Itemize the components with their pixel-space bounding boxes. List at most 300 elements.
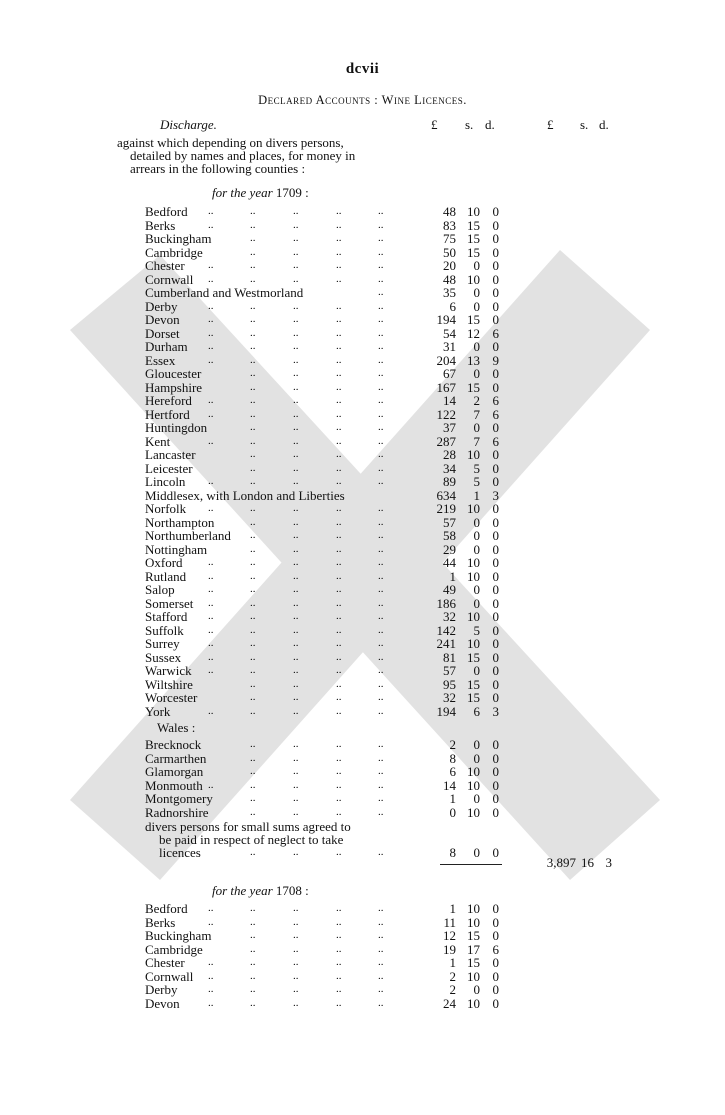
amount-pence: 0 — [492, 791, 499, 806]
amount-pence: 0 — [492, 595, 499, 611]
leader-dots: .. .. .. .. .. — [208, 969, 384, 982]
table-row — [0, 970, 725, 984]
leader-dots: .. .. .. .. .. — [208, 983, 384, 995]
county-name: Montgomery — [145, 791, 213, 806]
amount-pounds: 204 — [436, 352, 456, 368]
county-name: Radnorshire — [145, 804, 209, 820]
table-row — [0, 543, 725, 557]
table-row — [0, 381, 725, 395]
amount-pounds: 1 — [449, 568, 456, 584]
amount-pounds: 1 — [449, 791, 456, 806]
amount-shillings: 0 — [473, 528, 480, 543]
county-name: Bedford — [145, 901, 188, 916]
table-row — [0, 313, 725, 327]
leader-dots: .. .. .. .. .. — [208, 623, 384, 636]
total-pence: 3 — [605, 855, 612, 870]
county-name: Buckingham — [145, 928, 212, 943]
amount-pence: 0 — [492, 676, 499, 692]
amount-pounds: 2 — [449, 982, 456, 997]
amount-pounds: 287 — [436, 433, 456, 449]
leader-dots: .. .. .. .. .. — [208, 407, 384, 420]
amount-shillings: 0 — [473, 582, 480, 597]
divers-line: be paid in respect of neglect to take — [159, 832, 344, 847]
amount-pence: 3 — [492, 487, 499, 503]
amount-pence: 0 — [492, 271, 499, 287]
table-row — [0, 300, 725, 314]
amount-pence: 0 — [492, 690, 499, 705]
leader-dots: .. .. .. .. .. — [208, 704, 384, 717]
amount-pounds: 31 — [443, 339, 456, 354]
leader-dots: .. .. .. .. .. — [208, 583, 384, 595]
amount-shillings: 15 — [467, 244, 480, 260]
amount-shillings: 0 — [473, 982, 480, 997]
amount-pounds: 167 — [436, 379, 456, 395]
leader-dots: .. .. .. .. — [250, 738, 384, 750]
county-name: Warwick — [145, 663, 192, 678]
county-name: Sussex — [145, 649, 182, 665]
table-row — [0, 705, 725, 719]
leader-dots: .. .. .. .. — [250, 529, 384, 541]
wales-label: Wales : — [157, 720, 196, 735]
amount-pence: 0 — [492, 928, 499, 943]
amount-pence: 0 — [492, 968, 499, 984]
table-row — [0, 664, 725, 678]
amount-pence: 0 — [492, 582, 499, 597]
amount-pounds: 142 — [436, 622, 456, 638]
intro-line: arrears in the following counties : — [130, 161, 306, 176]
amount-pence: 0 — [492, 982, 499, 997]
table-row — [0, 610, 725, 624]
county-name: Cambridge — [145, 244, 203, 260]
amount-shillings: 15 — [467, 649, 480, 665]
section-heading-1709 — [212, 186, 309, 200]
county-name: Carmarthen — [145, 750, 207, 766]
table-row — [0, 916, 725, 930]
amount-shillings: 1 — [473, 487, 480, 503]
leader-dots: .. .. .. .. — [250, 765, 384, 777]
amount-pence: 0 — [492, 764, 499, 779]
total-pounds: 3,897 — [546, 855, 576, 870]
amount-pounds: 54 — [443, 325, 456, 341]
county-name: Norfolk — [145, 501, 187, 516]
table-row — [0, 624, 725, 638]
amount-pounds: 67 — [443, 366, 456, 381]
leader-dots: .. .. .. .. — [250, 942, 384, 955]
county-name: Berks — [145, 914, 176, 930]
amount-shillings: 0 — [473, 366, 480, 381]
amount-pounds: 32 — [443, 609, 456, 624]
amount-shillings: 0 — [473, 750, 480, 766]
amount-shillings: 12 — [467, 325, 480, 341]
amount-shillings: 10 — [467, 555, 480, 570]
amount-pounds: 19 — [443, 941, 456, 957]
leader-dots: .. .. .. .. .. — [208, 502, 384, 514]
county-name: Rutland — [145, 568, 187, 584]
county-name: Devon — [145, 995, 180, 1011]
amount-pounds: 57 — [443, 514, 456, 530]
amount-shillings: 0 — [473, 258, 480, 273]
amount-pence: 0 — [492, 258, 499, 273]
county-name: Hertford — [145, 406, 190, 422]
county-name: Monmouth — [145, 777, 203, 793]
table-row — [0, 435, 725, 449]
county-name: Northampton — [145, 514, 215, 530]
table-row — [0, 462, 725, 476]
amount-pence: 0 — [492, 474, 499, 489]
amount-pounds: 0 — [449, 804, 456, 820]
amount-pounds: 14 — [443, 777, 456, 793]
county-name: Hampshire — [145, 379, 203, 395]
amount-shillings: 0 — [473, 541, 480, 557]
amount-pounds: 219 — [436, 501, 456, 516]
table-row — [0, 489, 725, 503]
county-name: Salop — [145, 582, 175, 597]
table-row — [0, 421, 725, 435]
amount-shillings: 0 — [473, 298, 480, 314]
leader-dots: .. .. .. .. — [250, 448, 384, 460]
leader-dots: .. .. .. .. — [250, 542, 384, 555]
divers-entry — [0, 846, 725, 860]
amount-shillings: 0 — [473, 595, 480, 611]
county-name: York — [145, 703, 171, 719]
leader-dots: .. .. .. .. — [250, 515, 384, 528]
county-list-wales — [0, 738, 725, 819]
county-list-1708 — [0, 902, 725, 1010]
amount-pence: 0 — [492, 285, 499, 300]
amount-shillings: 10 — [467, 995, 480, 1011]
amount-pence: 0 — [492, 298, 499, 314]
table-row — [0, 956, 725, 970]
amount-pounds: 44 — [443, 555, 456, 570]
amount-pounds: 20 — [443, 258, 456, 273]
amount-shillings: 10 — [467, 609, 480, 624]
amount-pence: 0 — [492, 501, 499, 516]
amount-shillings: 15 — [467, 690, 480, 705]
table-row — [0, 752, 725, 766]
county-name: Derby — [145, 982, 178, 997]
total-shillings: 16 — [581, 855, 594, 870]
amount-pounds: 48 — [443, 271, 456, 287]
county-name: Worcester — [145, 690, 198, 705]
table-row — [0, 678, 725, 692]
table-row — [0, 205, 725, 219]
amount-pence: 0 — [492, 609, 499, 624]
table-row — [0, 806, 725, 820]
amount-pounds: 37 — [443, 420, 456, 435]
amount-pounds: 34 — [443, 460, 456, 476]
leader-dots: .. .. .. .. .. — [208, 313, 384, 325]
amount-shillings: 10 — [467, 804, 480, 820]
leader-dots: .. .. .. .. .. — [208, 218, 384, 231]
amount-shillings: 10 — [467, 914, 480, 930]
county-list-1709 — [0, 205, 725, 718]
table-row — [0, 448, 725, 462]
county-name: Gloucester — [145, 366, 202, 381]
table-row — [0, 691, 725, 705]
leader-dots: .. .. .. .. .. — [208, 394, 384, 406]
amount-shillings: 0 — [473, 737, 480, 752]
table-row — [0, 529, 725, 543]
amount-pence: 6 — [492, 325, 499, 341]
county-name: Leicester — [145, 460, 193, 476]
county-name: Nottingham — [145, 541, 208, 557]
amount-shillings: 0 — [473, 845, 480, 860]
county-name: Middlesex, with London and Liberties — [145, 487, 345, 503]
subtotal-rule — [440, 864, 502, 865]
amount-pounds: 49 — [443, 582, 456, 597]
table-row — [0, 779, 725, 793]
amount-shillings: 5 — [473, 460, 480, 476]
amount-pence: 0 — [492, 204, 499, 219]
amount-pence: 0 — [492, 845, 499, 860]
leader-dots: .. .. .. .. — [250, 461, 384, 474]
amount-pence: 0 — [492, 737, 499, 752]
amount-pence: 0 — [492, 420, 499, 435]
amount-pence: 0 — [492, 901, 499, 916]
amount-shillings: 2 — [473, 393, 480, 408]
amount-pence: 0 — [492, 555, 499, 570]
county-name: Bedford — [145, 204, 188, 219]
table-row — [0, 997, 725, 1011]
amount-pounds: 241 — [436, 636, 456, 651]
county-name: Essex — [145, 352, 176, 368]
leader-dots: .. .. .. .. .. — [208, 596, 384, 609]
table-row — [0, 354, 725, 368]
amount-pence: 0 — [492, 379, 499, 395]
amount-pence: 0 — [492, 231, 499, 246]
intro-line: detailed by names and places, for money in — [130, 148, 356, 163]
leader-dots: .. .. .. .. — [250, 691, 384, 703]
amount-shillings: 15 — [467, 955, 480, 970]
table-row — [0, 637, 725, 651]
amount-pounds: 83 — [443, 217, 456, 233]
amount-pence: 0 — [492, 312, 499, 327]
col-header-shillings-2: s. — [580, 117, 589, 132]
leader-dots: .. .. .. .. .. — [208, 259, 384, 271]
county-name: Brecknock — [145, 737, 202, 752]
section-suffix: : — [305, 185, 309, 200]
leader-dots: .. .. .. .. .. — [208, 205, 384, 217]
amount-pence: 0 — [492, 568, 499, 584]
county-name: Kent — [145, 433, 171, 449]
amount-pence: 0 — [492, 244, 499, 260]
amount-pence: 0 — [492, 649, 499, 665]
amount-shillings: 13 — [467, 352, 480, 368]
amount-pence: 0 — [492, 804, 499, 820]
amount-pounds: 81 — [443, 649, 456, 665]
county-name: Wiltshire — [145, 676, 193, 692]
col-header-pence-1: d. — [485, 117, 495, 132]
leader-dots: .. .. .. .. .. — [208, 637, 384, 649]
table-row — [0, 219, 725, 233]
amount-pence: 0 — [492, 447, 499, 462]
amount-pence: 0 — [492, 636, 499, 651]
amount-pounds: 32 — [443, 690, 456, 705]
amount-shillings: 15 — [467, 217, 480, 233]
amount-pounds: 75 — [443, 231, 456, 246]
col-header-shillings-1: s. — [465, 117, 474, 132]
table-row — [0, 570, 725, 584]
amount-shillings: 10 — [467, 271, 480, 287]
table-row — [0, 327, 725, 341]
amount-pounds: 8 — [449, 750, 456, 766]
county-name: Cornwall — [145, 271, 194, 287]
leader-dots: .. .. .. .. — [250, 805, 384, 818]
amount-shillings: 0 — [473, 420, 480, 435]
amount-pence: 0 — [492, 541, 499, 557]
county-name: Derby — [145, 298, 178, 314]
amount-shillings: 10 — [467, 204, 480, 219]
county-name: Oxford — [145, 555, 183, 570]
leader-dots: .. .. .. .. .. — [208, 664, 384, 676]
county-name: Chester — [145, 955, 185, 970]
leader-dots: .. .. .. .. — [250, 232, 384, 244]
amount-shillings: 10 — [467, 636, 480, 651]
amount-pence: 6 — [492, 406, 499, 422]
leader-dots: .. .. .. .. .. — [208, 650, 384, 663]
leader-dots: .. .. .. .. .. — [208, 902, 384, 914]
leader-dots: .. .. .. .. .. — [208, 915, 384, 928]
amount-pounds: 6 — [449, 764, 456, 779]
amount-pounds: 57 — [443, 663, 456, 678]
county-name: Lincoln — [145, 474, 186, 489]
leader-dots: .. .. .. .. .. — [208, 353, 384, 366]
running-title: Declared Accounts : Wine Licences. — [258, 93, 467, 107]
amount-pounds: 50 — [443, 244, 456, 260]
table-row — [0, 792, 725, 806]
county-name: Berks — [145, 217, 176, 233]
amount-shillings: 5 — [473, 622, 480, 638]
leader-dots: .. .. .. .. .. — [208, 556, 384, 568]
leader-dots: .. .. .. .. — [250, 421, 384, 433]
table-row — [0, 259, 725, 273]
amount-shillings: 10 — [467, 501, 480, 516]
table-row — [0, 394, 725, 408]
amount-shillings: 15 — [467, 231, 480, 246]
amount-pounds: 24 — [443, 995, 456, 1011]
leader-dots: .. .. .. .. .. — [208, 778, 384, 791]
table-row — [0, 232, 725, 246]
leader-dots: .. .. .. .. .. — [208, 569, 384, 582]
amount-pence: 0 — [492, 663, 499, 678]
leader-dots: .. .. .. .. .. — [208, 610, 384, 622]
table-row — [0, 502, 725, 516]
section-suffix: : — [305, 883, 309, 898]
amount-pence: 6 — [492, 393, 499, 408]
table-row — [0, 516, 725, 530]
county-name: Cambridge — [145, 941, 203, 957]
leader-dots: .. .. .. .. — [250, 380, 384, 393]
amount-shillings: 15 — [467, 676, 480, 692]
county-name: Durham — [145, 339, 188, 354]
discharge-label: Discharge. — [160, 117, 217, 132]
amount-shillings: 15 — [467, 928, 480, 943]
amount-pounds: 48 — [443, 204, 456, 219]
leader-dots: .. .. .. .. .. — [208, 956, 384, 968]
amount-pounds: 1 — [449, 955, 456, 970]
amount-pence: 6 — [492, 433, 499, 449]
amount-pounds: 95 — [443, 676, 456, 692]
table-row — [0, 902, 725, 916]
section-year: 1709 — [275, 185, 302, 200]
leader-dots: .. .. .. .. .. — [208, 434, 384, 447]
amount-shillings: 15 — [467, 379, 480, 395]
col-header-pounds-2: £ — [547, 117, 554, 132]
amount-pence: 0 — [492, 622, 499, 638]
amount-pounds: 58 — [443, 528, 456, 543]
county-name: Somerset — [145, 595, 194, 611]
amount-shillings: 10 — [467, 447, 480, 462]
amount-pence: 0 — [492, 366, 499, 381]
county-name: licences — [159, 845, 201, 860]
section-prefix: for the year — [212, 185, 273, 200]
county-name: Cumberland and Westmorland — [145, 285, 304, 300]
county-name: Northumberland — [145, 528, 231, 543]
amount-pounds: 28 — [443, 447, 456, 462]
amount-shillings: 10 — [467, 777, 480, 793]
amount-pence: 0 — [492, 528, 499, 543]
section-year: 1708 — [275, 883, 302, 898]
leader-dots: .. .. .. .. — [250, 677, 384, 690]
leader-dots: .. .. .. .. — [250, 367, 384, 379]
amount-shillings: 0 — [473, 514, 480, 530]
leader-dots: .. — [378, 286, 384, 298]
amount-shillings: 17 — [467, 941, 480, 957]
amount-shillings: 7 — [473, 406, 480, 422]
amount-pence: 3 — [492, 703, 499, 719]
table-row — [0, 597, 725, 611]
amount-pence: 0 — [492, 955, 499, 970]
amount-pence: 0 — [492, 750, 499, 766]
amount-pence: 0 — [492, 914, 499, 930]
amount-pence: 0 — [492, 514, 499, 530]
county-name: Stafford — [145, 609, 188, 624]
intro-line: against which depending on divers persons, — [117, 135, 344, 150]
county-name: Chester — [145, 258, 185, 273]
amount-pounds: 35 — [443, 285, 456, 300]
leader-dots: .. .. .. .. .. — [208, 996, 384, 1009]
amount-pounds: 8 — [449, 845, 456, 860]
amount-pence: 9 — [492, 352, 499, 368]
county-name: Hereford — [145, 393, 192, 408]
table-row — [0, 340, 725, 354]
page-number: dcvii — [345, 61, 380, 77]
county-name: Dorset — [145, 325, 180, 341]
section-prefix: for the year — [212, 883, 273, 898]
amount-pence: 0 — [492, 995, 499, 1011]
table-row — [0, 983, 725, 997]
amount-shillings: 10 — [467, 968, 480, 984]
table-row — [0, 367, 725, 381]
table-row — [0, 738, 725, 752]
amount-pounds: 12 — [443, 928, 456, 943]
amount-pence: 0 — [492, 217, 499, 233]
table-row — [0, 846, 725, 860]
county-name: Buckingham — [145, 231, 212, 246]
col-header-pence-2: d. — [599, 117, 609, 132]
county-name: Cornwall — [145, 968, 194, 984]
amount-pounds: 634 — [436, 487, 456, 503]
leader-dots: .. .. .. .. — [250, 245, 384, 258]
amount-pounds: 14 — [443, 393, 456, 408]
col-header-pounds-1: £ — [431, 117, 438, 132]
table-row — [0, 246, 725, 260]
county-name: Glamorgan — [145, 764, 204, 779]
table-row — [0, 475, 725, 489]
leader-dots: .. .. .. .. — [250, 846, 384, 858]
leader-dots: .. .. .. .. .. — [208, 475, 384, 487]
amount-pounds: 6 — [449, 298, 456, 314]
